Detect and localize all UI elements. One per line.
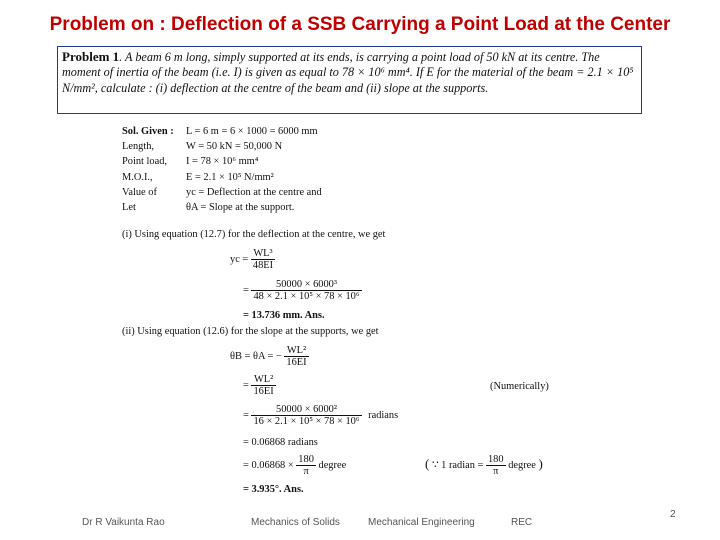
numerically-note: (Numerically) [490,381,549,392]
conv-prefix: ∵ 1 radian = [431,459,484,471]
radians-word: radians [368,409,399,421]
theta-sub-denominator: 16 × 2.1 × 10⁵ × 78 × 10⁶ [253,416,360,427]
yc-result: = 13.736 mm. Ans. [243,310,325,321]
deg-fraction: $\frac{180}{\pi}$ [298,454,314,477]
footer-subject: Mechanics of Solids [251,517,340,528]
yc-numerator: WL³ [251,248,275,260]
footer-institute: REC [511,517,533,528]
problem-label: Problem 1 [62,49,120,64]
footer-department: Mechanical Engineering [368,517,475,528]
deg-prefix: = 0.06868 × [243,459,294,471]
theta-result: = 3.935°. Ans. [243,484,304,495]
given-label: Length, [122,141,155,153]
problem-statement [62,49,638,96]
yc-formula [230,248,275,271]
theta-mag-fraction: $\frac{\text{WL²}}{16EI}$ [253,374,274,397]
given-value: yc = Deflection at the centre and [186,186,322,198]
given-label: Sol. Given : [122,126,174,137]
deg-suffix: degree [318,459,347,471]
given-labels [122,124,174,215]
yc-sub-denominator: 48 × 2.1 × 10⁵ × 78 × 10⁶ [253,291,360,302]
yc-substitution: = $\frac{\text{50000 × 6000³}}{\text{48 × 2.1 × 10⁵ × 78 × 10⁶}}$ [243,279,360,302]
theta-substitution: = $\frac{\text{50000 × 6000²}}{\text{16 × 2.1 × 10⁵ × 78 × 10⁶}}$ radians [243,404,399,427]
yc-sub-fraction [251,279,361,302]
problem-text: . A beam 6 m long, simply supported at its ends, is carrying a point load of 50 kN at its centre. The moment of inertia of the beam (i.e. I) is given as equal to 78 × 10⁶ mm⁴. If E for the material of the beam = 2.1 × 10⁵ N/mm², calculate : (i) deflection at the centre of the beam and (ii) slope at the supports. [62,50,634,95]
yc-lhs: yc = [230,253,249,265]
given-value: W = 50 kN = 50,000 N [186,141,283,153]
given-value: L = 6 m = 6 × 1000 = 6000 mm [186,126,318,137]
yc-sub-numerator: 50000 × 6000³ [251,279,361,291]
theta-denominator: 16EI [286,357,307,368]
theta-degree-conversion [243,454,346,477]
conv-fraction: $\frac{180}{\pi}$ [487,454,504,477]
given-label: Value of [122,186,157,198]
given-values [186,124,322,215]
yc-denominator: 48EI [252,260,274,271]
yc-fraction [251,248,275,271]
theta-magnitude: = $\frac{\text{WL²}}{16EI}$ [243,374,274,397]
theta-sub-numerator: 50000 × 6000² [251,404,361,416]
footer-author: Dr R Vaikunta Rao [82,517,165,528]
slide-title: Problem on : Deflection of a SSB Carrying a Point Load at the Center [49,14,671,35]
theta-sub-fraction [251,404,361,427]
given-label: Let [122,202,136,214]
theta-lhs: θB = θA = − [230,350,282,362]
step-2-text: (ii) Using equation (12.6) for the slope at the supports, we get [122,326,379,337]
given-label: M.O.I., [122,171,153,183]
theta-radians: = 0.06868 radians [243,437,318,448]
given-label: Point load, [122,156,168,168]
radian-conversion-note: ( ∵ 1 radian = $\frac{180}{\pi}$ degree ) [425,454,543,477]
step-1-text: (i) Using equation (12.7) for the deflection at the centre, we get [122,229,386,240]
conv-suffix: degree [508,459,536,471]
theta-fraction [284,345,308,368]
theta-numerator: WL² [284,345,308,357]
theta-formula [230,345,309,368]
given-value: I = 78 × 10⁶ mm⁴ [186,156,259,168]
given-value: θA = Slope at the support. [186,202,295,214]
given-value: E = 2.1 × 10⁵ N/mm² [186,171,274,183]
page-number: 2 [670,509,676,520]
